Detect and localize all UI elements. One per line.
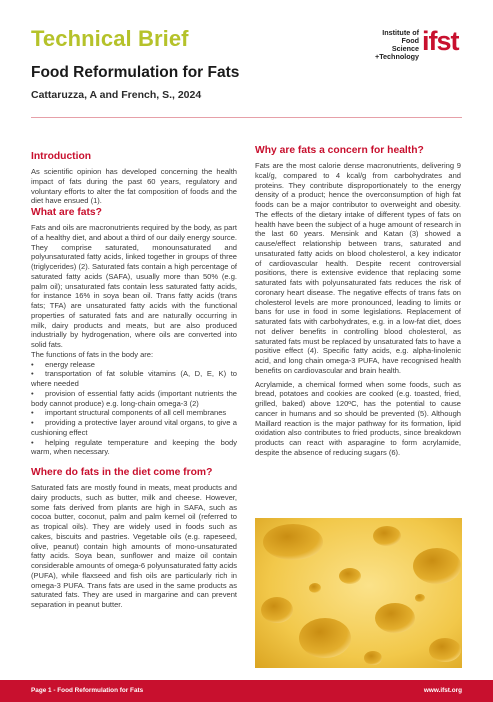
- list-item: • provision of essential fatty acids (important nutrients the body cannot produce) e.g. long-chain omega-3 (2): [31, 388, 237, 408]
- header-divider: [31, 117, 462, 118]
- cheese-illustration: [255, 518, 462, 668]
- logo-mark: ifst: [422, 26, 459, 56]
- list-item: • providing a protective layer around vital organs, to give a cushioning effect: [31, 418, 237, 437]
- cheese-image: [255, 518, 462, 668]
- footer-website-link[interactable]: www.ifst.org: [423, 687, 462, 694]
- intro-paragraph: As scientific opinion has developed concerning the health impact of fats during the past 60 years, regulatory and voluntary efforts to alter the fat composition of foods and the diet have ensued (1).: [31, 167, 237, 206]
- list-item: • helping regulate temperature and keeping the body warm, when necessary.: [31, 437, 237, 457]
- why-heading: Why are fats a concern for health?: [255, 145, 424, 156]
- where-heading: Where do fats in the diet come from?: [31, 467, 213, 478]
- functions-intro: The functions of fats in the body are:: [31, 349, 154, 359]
- right-column: [255, 144, 461, 458]
- brief-label: Technical Brief: [31, 26, 189, 51]
- functions-list: [31, 360, 237, 458]
- ifst-logo: [374, 26, 470, 61]
- why-paragraph: Fats are the most calorie dense macronutrients, delivering 9 kcal/g, compared to 4 kcal/g from carbohydrates and proteins. They contribute disproportionately to the energy density of a product; hence the overconsumption of high fat foods can be a major contributor to overweight and obesity. The effects of the dietary intake of different types of fats on health have been the subject of a huge amount of research in the last 60 years. Mensink and Katan (3) showed a cause/effect relationship between trans, saturated and unsaturated fatty acids on blood cholesterol, a key indicator of cardiovascular health. Despite recent controversial positions, there is extensive evidence that replacing some saturated fats with polyunsaturated fats reduces the risk of coronary heart disease. The negative effects of trans fats on cholesterol levels are more pronounced, leading to limits or bans for use in food in some legislations. Replacement of saturated fats with carbohydrates, e.g. in a low-fat diet, does not deliver benefits in controlling blood cholesterol, as saturated fats must be replaced by unsaturated fats to have a positive effect (4). Specific fatty acids, e.g. alpha-linolenic acid, and long chain omega-3 PUFA, have recognised health benefits on cardiovascular and brain health.: [255, 161, 461, 375]
- what-heading: What are fats?: [31, 207, 102, 218]
- logo-text: [374, 29, 419, 61]
- list-item: • transportation of fat soluble vitamins (A, D, E, K) to where needed: [31, 369, 237, 388]
- document-title: Food Reformulation for Fats: [31, 64, 240, 81]
- left-column: [31, 150, 237, 610]
- page-footer: [0, 680, 493, 702]
- list-item: • energy release: [31, 359, 95, 369]
- authors: Cattaruzza, A and French, S., 2024: [31, 89, 202, 101]
- footer-page-label: Page 1 - Food Reformulation for Fats: [31, 687, 144, 694]
- logo-line-2: Food Science: [391, 36, 419, 53]
- list-item: • important structural components of all cell membranes: [31, 408, 227, 418]
- what-paragraph: Fats and oils are macronutrients required by the body, as part of a healthy diet, and about a third of our daily energy source. They comprise saturated, monounsaturated and polyunsaturated fatty acids, linked together in groups of three (triglycerides) (2). Saturated fats contain a high percentage of saturated fatty acids (SAFA), usually more than 50% (e.g. palm oil); unsaturated fats contain less saturated fatty acids, for instance 16% in soya bean oil. Trans fatty acids (trans fats; TFA) are unsaturated fatty acids with the functional properties of saturated fats and are naturally occurring in milk, dairy products and meats, but are also produced industrially by hydrogenation, where oils are converted into solid fats.: [31, 223, 237, 349]
- logo-line-1: Institute of: [382, 28, 419, 37]
- where-paragraph: Saturated fats are mostly found in meats, meat products and dairy products, such as butter, milk and cheese. However, some fats derived from plants are high in SAFA, such as cocoa butter, coconut, palm and palm kernel oil (referred to as tropical oils). They are widely used in foods such as cakes, biscuits and pastries. Vegetable oils (e.g. rapeseed, olive, peanut) contain high amounts of mono-unsaturated fatty acids. Soya bean, sunflower and maize oil contain considerable amounts of omega-6 polyunsaturated fatty acids (PUFA), while flaxseed and fish oils are particularly rich in omega-3 PUFA. Trans fats are used in the same products as saturated fats. They are used in margarine and can prevent separation in peanut butter.: [31, 483, 237, 609]
- logo-line-3: +Technology: [375, 52, 419, 61]
- intro-heading: Introduction: [31, 151, 92, 162]
- acrylamide-paragraph: Acrylamide, a chemical formed when some foods, such as bread, potatoes and cookies are cooked (e.g. toasted, fried, grilled, baked) above 120ºC, has the potential to cause cancer in humans and so should be prevented (5). Although Maillard reaction is the major pathway for its formation, lipid oxidation also contributes to fried products, since breakdown products can react with asparagine to form acrylamide, despite the absence of reducing sugars (6).: [255, 379, 461, 457]
